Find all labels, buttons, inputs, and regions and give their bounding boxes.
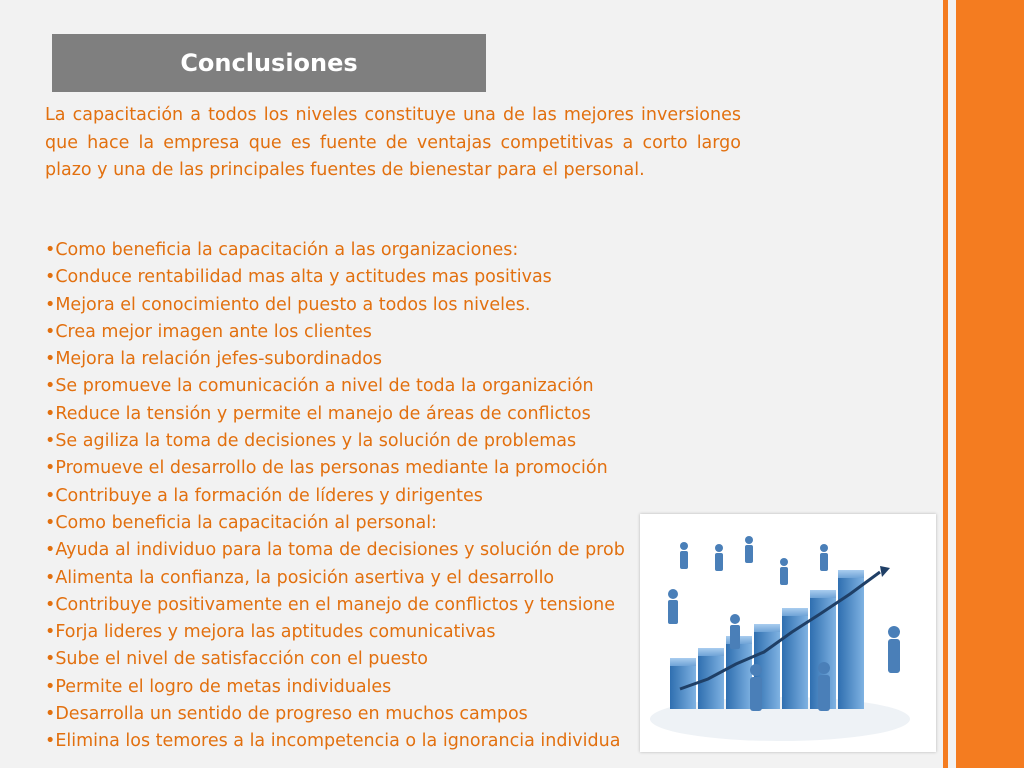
bullet-item: •Permite el logro de metas individuales — [45, 676, 392, 697]
bullet-item: •Forja lideres y mejora las aptitudes comunicativas — [45, 622, 496, 643]
bullet-item: •Promueve el desarrollo de las personas mediante la promoción — [45, 458, 608, 479]
people-on-bar-chart-illustration — [640, 514, 936, 752]
bullet-item: •Crea mejor imagen ante los clientes — [45, 321, 372, 342]
intro-paragraph: La capacitación a todos los niveles constituye una de las mejores inversiones que hace la empresa que es fuente de ventajas competitivas a corto largo plazo y una de las principales fuentes de bienestar para el personal. — [45, 105, 741, 180]
bullet-item: •Ayuda al individuo para la toma de decisiones y solución de prob — [45, 540, 625, 561]
bullet-item: •Se promueve la comunicación a nivel de toda la organización — [45, 376, 594, 397]
bullet-item: •Sube el nivel de satisfacción con el puesto — [45, 649, 428, 670]
accent-stripe-wide — [956, 0, 1024, 768]
bullet-item: •Desarrolla un sentido de progreso en muchos campos — [45, 704, 528, 725]
title-bar — [52, 34, 486, 92]
bullet-item: •Conduce rentabilidad mas alta y actitudes mas positivas — [45, 267, 552, 288]
bullet-item: •Reduce la tensión y permite el manejo de áreas de conflictos — [45, 403, 591, 424]
slide-title: Conclusiones — [180, 49, 358, 77]
bullet-item: •Como beneficia la capacitación a las organizaciones: — [45, 240, 519, 260]
bullet-item: •Contribuye a la formación de líderes y dirigentes — [45, 485, 483, 506]
illustration-graphic — [640, 514, 936, 752]
bullet-item: •Se agiliza la toma de decisiones y la solución de problemas — [45, 431, 577, 452]
bullet-item: •Elimina los temores a la incompetencia o la ignorancia individua — [45, 731, 621, 752]
accent-stripe-thin — [943, 0, 948, 768]
bullet-item: •Alimenta la confianza, la posición asertiva y el desarrollo — [45, 567, 555, 588]
bullet-item: •Mejora la relación jefes-subordinados — [45, 349, 383, 370]
bullet-item: •Mejora el conocimiento del puesto a todos los niveles. — [45, 294, 531, 315]
bullet-item: •Como beneficia la capacitación al personal: — [45, 512, 437, 533]
bullet-item: •Contribuye positivamente en el manejo de conflictos y tensione — [45, 594, 616, 615]
